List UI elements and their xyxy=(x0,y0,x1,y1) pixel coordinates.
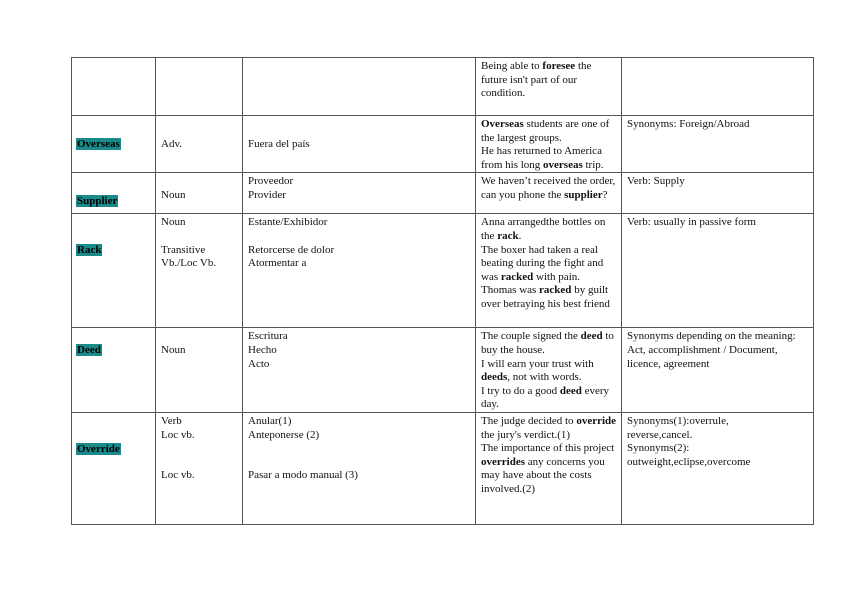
vocabulary-table xyxy=(71,57,814,525)
vocabulary-word: Supplier xyxy=(77,194,118,207)
example-sentence: The judge decided to override the jury's verdict.(1) xyxy=(481,414,617,441)
example-cell xyxy=(476,328,622,413)
vocabulary-word: Override xyxy=(77,442,120,455)
table-row xyxy=(72,328,814,413)
example-sentence: Thomas was racked by guilt over betraying his best friend xyxy=(481,284,610,310)
table-row xyxy=(72,173,814,214)
example-sentence: Anna arrangedthe bottles on the rack. xyxy=(481,216,606,242)
example-cell xyxy=(476,214,622,328)
example-sentence: Overseas students are one of the largest groups. xyxy=(481,118,610,144)
table-row xyxy=(72,116,814,173)
translation-cell: Anular(1) Anteponerse (2) Pasar a modo manual (3) xyxy=(243,412,476,524)
word-cell xyxy=(72,58,156,116)
table-row xyxy=(72,58,814,116)
vocabulary-word: Rack xyxy=(77,244,102,257)
pos-cell: Noun xyxy=(156,328,243,413)
pos-cell xyxy=(156,58,243,116)
word-cell xyxy=(72,328,156,413)
example-cell xyxy=(476,173,622,214)
example-sentence: The importance of this project overrides any concerns you may have about the costs involved.(2) xyxy=(481,442,615,495)
table-row xyxy=(72,412,814,524)
table-row xyxy=(72,214,814,328)
translation-cell: Escritura Hecho Acto xyxy=(243,328,476,413)
example-sentence: I try to do a good deed every day. xyxy=(481,384,610,411)
example-sentence: He has returned to America from his long overseas trip. xyxy=(481,145,604,171)
example-cell xyxy=(476,116,622,173)
example-sentence: Being able to foresee the future isn't part of our condition. xyxy=(481,60,592,100)
example-sentence: The couple signed the deed to buy the house. xyxy=(481,330,614,356)
vocabulary-word: Deed xyxy=(77,344,101,357)
translation-cell: Proveedor Provider xyxy=(243,173,476,214)
translation-cell: Fuera del país xyxy=(243,116,476,173)
word-cell xyxy=(72,116,156,173)
word-cell xyxy=(72,412,156,524)
word-cell xyxy=(72,173,156,214)
notes-cell: Verb: usually in passive form xyxy=(622,214,814,328)
notes-cell: Synonyms: Foreign/Abroad xyxy=(622,116,814,173)
notes-cell xyxy=(622,58,814,116)
pos-cell: Noun xyxy=(156,173,243,214)
pos-cell: Verb Loc vb. Loc vb. xyxy=(156,412,243,524)
pos-cell: Adv. xyxy=(156,116,243,173)
example-sentence: The boxer had taken a real beating during the fight and was racked with pain. xyxy=(481,243,604,283)
notes-cell: Synonyms(1):overrule, reverse,cancel. Synonyms(2): outweight,eclipse,overcome xyxy=(622,412,814,524)
example-cell xyxy=(476,58,622,116)
pos-cell: Noun Transitive Vb./Loc Vb. xyxy=(156,214,243,328)
translation-cell xyxy=(243,58,476,116)
example-cell xyxy=(476,412,622,524)
word-cell xyxy=(72,214,156,328)
vocabulary-word: Overseas xyxy=(77,138,120,151)
translation-cell: Estante/Exhibidor Retorcerse de dolor Atormentar a xyxy=(243,214,476,328)
example-sentence: I will earn your trust with deeds, not with words. xyxy=(481,357,594,384)
example-sentence: We haven’t received the order, can you phone the supplier? xyxy=(481,175,616,201)
notes-cell: Verb: Supply xyxy=(622,173,814,214)
notes-cell: Synonyms depending on the meaning: Act, accomplishment / Document, licence, agreement xyxy=(622,328,814,413)
